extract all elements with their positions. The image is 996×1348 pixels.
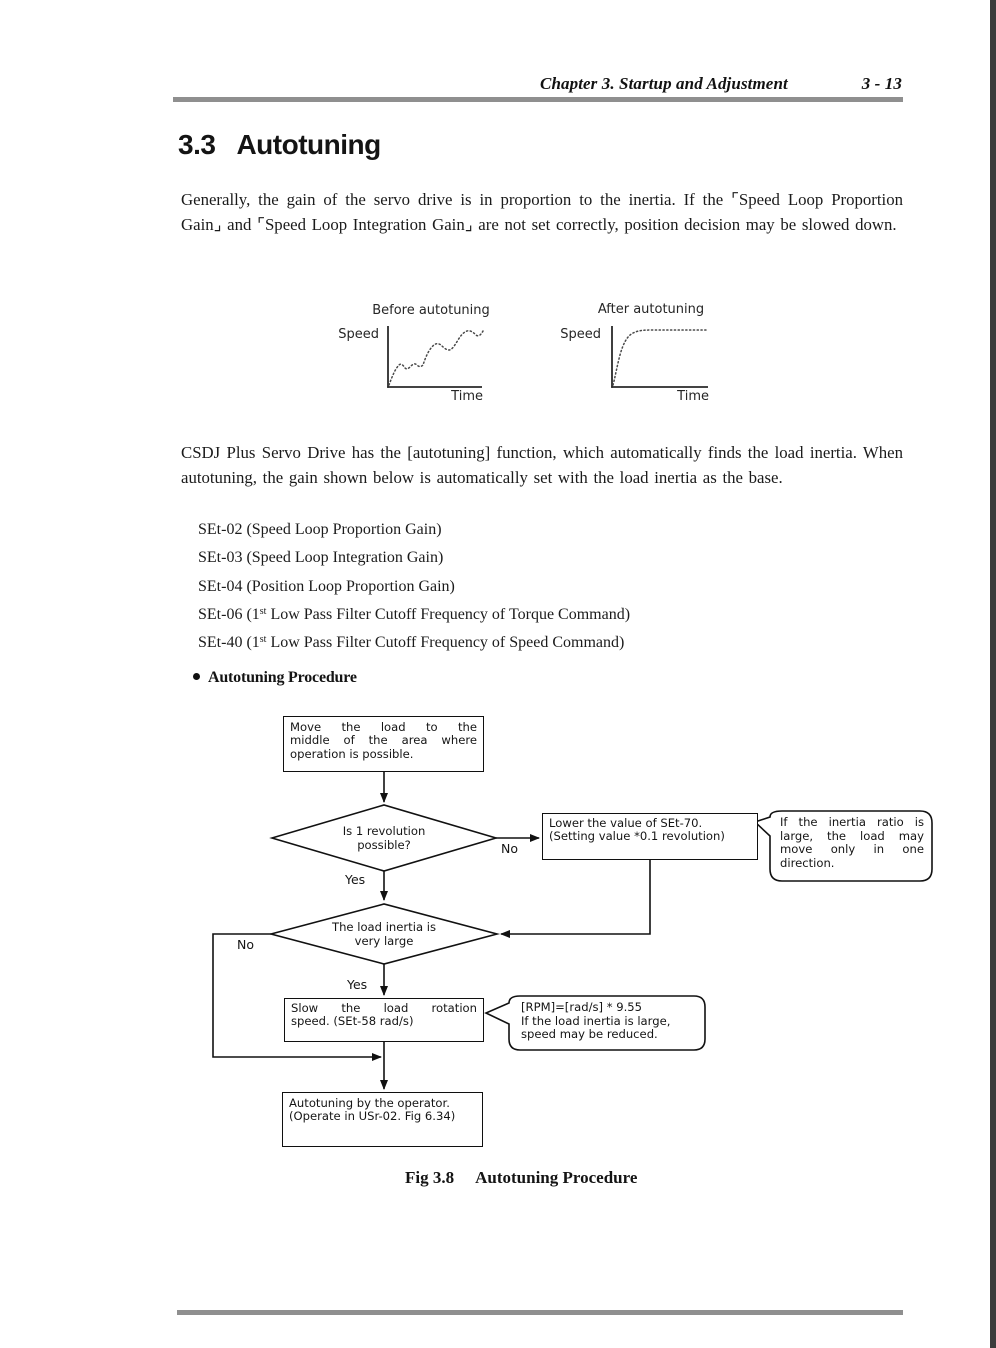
chart-after-title: After autotuning <box>597 302 705 317</box>
header-page-number: 3 - 13 <box>861 74 902 93</box>
label-yes-2: Yes <box>347 977 368 992</box>
callout-line: large, the load may <box>780 828 924 843</box>
chart-before-title: Before autotuning <box>372 303 490 318</box>
callout-rpm-formula <box>521 1001 697 1042</box>
figure-label: Fig 3.8 <box>405 1168 455 1187</box>
chart-before-axes <box>387 326 482 388</box>
callout-line: [RPM]=[rad/s] * 9.55 <box>521 1000 643 1014</box>
chart-before-time-label: Time <box>451 389 483 404</box>
parameter-item: SEt-40 (1st Low Pass Filter Cutoff Frequency of Speed Command) <box>198 634 625 652</box>
diamond-line: very large <box>354 933 414 948</box>
box-line: Slow the load rotation <box>291 1001 477 1015</box>
flow-step-lower-set70 <box>542 813 758 860</box>
callout-inertia-ratio <box>780 816 924 871</box>
flow-step-slow-rotation <box>284 998 484 1042</box>
box-line: Autotuning by the operator. <box>289 1096 450 1110</box>
body-paragraph: CSDJ Plus Servo Drive has the [autotuning] function, which automatically finds the load inertia. When autotuning, the gain shown below is automatically set with the load inertia as the base. <box>181 443 903 488</box>
box-line: middle of the area where <box>290 733 477 748</box>
diamond-line: possible? <box>357 837 411 852</box>
figure-title: Autotuning Procedure <box>475 1168 638 1187</box>
flow-decision-one-revolution <box>304 825 464 852</box>
callout-line: If the load inertia is large, <box>521 1013 671 1028</box>
box-line: (Setting value *0.1 revolution) <box>549 829 725 844</box>
callout-line: If the inertia ratio is <box>780 815 924 829</box>
chart-after-axes <box>611 326 708 388</box>
chart-before-speed-label: Speed <box>338 327 379 342</box>
box-line: speed. (SEt-58 rad/s) <box>291 1014 414 1029</box>
chart-after-speed-label: Speed <box>560 327 601 342</box>
label-no-2: No <box>237 937 254 952</box>
label-yes-1: Yes <box>345 872 366 887</box>
flow-step-move-load <box>283 716 484 772</box>
chart-after-curve <box>613 330 707 385</box>
box-line: Move the load to the <box>290 720 477 734</box>
section-number: 3.3 <box>178 129 216 160</box>
callout-line: move only in one <box>780 842 924 857</box>
box-line: Lower the value of SEt-70. <box>549 816 703 830</box>
chart-after-time-label: Time <box>677 389 709 404</box>
box-line: operation is possible. <box>290 746 414 761</box>
callout-line: direction. <box>780 856 835 871</box>
parameter-item: SEt-02 (Speed Loop Proportion Gain) <box>198 521 442 538</box>
parameter-item: SEt-06 (1st Low Pass Filter Cutoff Frequency of Torque Command) <box>198 605 631 623</box>
chart-before-curve <box>389 331 483 385</box>
diamond-line: The load inertia is <box>332 920 436 934</box>
box-line: (Operate in USr-02. Fig 6.34) <box>289 1109 456 1124</box>
label-no-1: No <box>501 841 518 856</box>
parameter-item: SEt-03 (Speed Loop Integration Gain) <box>198 549 444 567</box>
callout-line: speed may be reduced. <box>521 1027 658 1042</box>
flow-step-autotuning-operator <box>282 1092 483 1147</box>
parameter-item: SEt-04 (Position Loop Proportion Gain) <box>198 577 455 595</box>
procedure-heading: Autotuning Procedure <box>193 669 357 687</box>
flow-decision-load-inertia <box>294 921 474 948</box>
intro-paragraph: Generally, the gain of the servo drive is in proportion to the inertia. If the ⌜Speed Loop Proportion Gain⌟ and ⌜Speed Loop Integration Gain⌟ are not set correctly, position decision may be slowed down. <box>181 190 903 235</box>
diamond-line: Is 1 revolution <box>342 824 426 838</box>
section-title: Autotuning <box>236 129 381 160</box>
header-chapter: Chapter 3. Startup and Adjustment <box>540 74 788 93</box>
